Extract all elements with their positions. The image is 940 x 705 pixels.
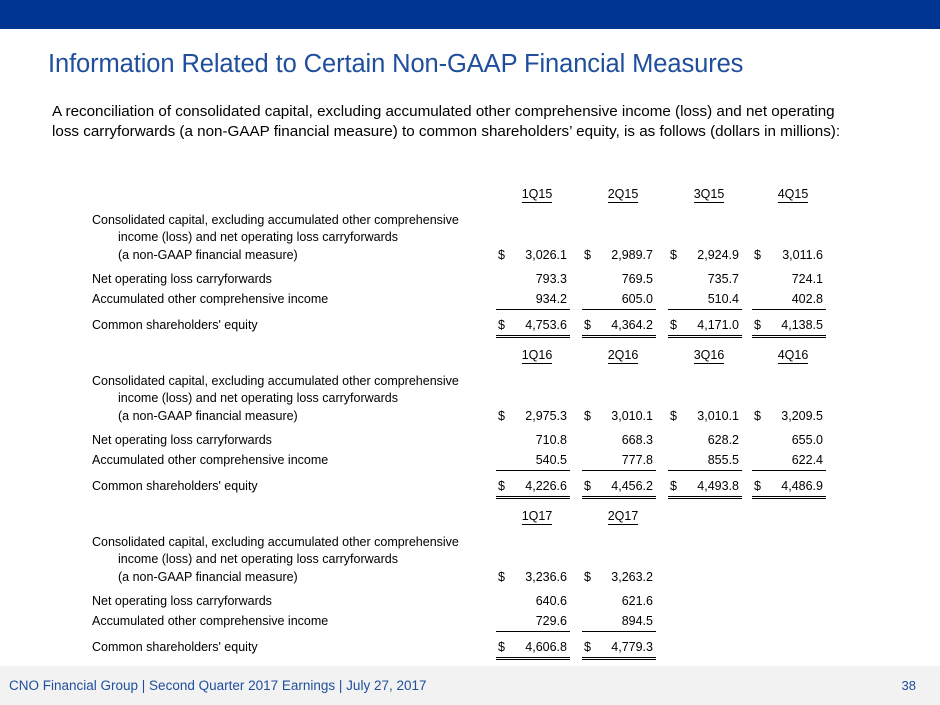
value-cell-capital	[582, 570, 656, 587]
value-cell-capital	[668, 409, 742, 426]
value: 855.5	[707, 453, 739, 467]
value: 934.2	[535, 292, 567, 306]
column-header-label: 4Q16	[777, 348, 809, 362]
value: 668.3	[621, 433, 653, 447]
value: 4,138.5	[781, 318, 823, 332]
value-cell-capital	[496, 248, 570, 265]
currency-symbol: $	[670, 409, 677, 423]
currency-symbol: $	[584, 248, 591, 262]
value: 3,026.1	[525, 248, 567, 262]
column-header-label: 2Q15	[607, 187, 639, 201]
value-cell-capital	[582, 409, 656, 426]
value: 710.8	[535, 433, 567, 447]
value: 622.4	[791, 453, 823, 467]
value: 605.0	[621, 292, 653, 306]
value-cell-aoci	[496, 292, 570, 310]
column-header-label: 2Q17	[607, 509, 639, 523]
column-header	[753, 348, 833, 362]
page-title: Information Related to Certain Non-GAAP Financial Measures	[48, 50, 744, 78]
value-cell-aoci	[668, 453, 742, 471]
currency-symbol: $	[498, 318, 505, 332]
row-label-aoci: Accumulated other comprehensive income	[92, 614, 329, 628]
currency-symbol: $	[670, 248, 677, 262]
value: 3,011.6	[782, 248, 823, 262]
column-header	[669, 348, 749, 362]
value: 621.6	[621, 594, 653, 608]
value: 402.8	[791, 292, 823, 306]
top-banner	[0, 0, 940, 29]
column-header-label: 2Q16	[607, 348, 639, 362]
value-cell-equity	[752, 318, 826, 338]
value-cell-equity	[496, 479, 570, 499]
row-label-capital-cont: income (loss) and net operating loss carryforwards	[118, 391, 398, 405]
value-cell-nol	[496, 272, 570, 289]
value-cell-aoci	[582, 292, 656, 310]
column-header-label: 1Q16	[521, 348, 553, 362]
value: 4,486.9	[781, 479, 823, 493]
row-label-nol: Net operating loss carryforwards	[92, 594, 272, 608]
value: 729.6	[535, 614, 567, 628]
column-header-label: 4Q15	[777, 187, 809, 201]
value: 655.0	[791, 433, 823, 447]
row-label-capital-note: (a non-GAAP financial measure)	[118, 409, 298, 423]
value-cell-equity	[668, 479, 742, 499]
value: 4,753.6	[525, 318, 567, 332]
value: 735.7	[707, 272, 739, 286]
value-cell-aoci	[496, 453, 570, 471]
intro-paragraph	[52, 102, 892, 142]
intro-line-2: loss carryforwards (a non-GAAP financial measure) to common shareholders’ equity, is as follows (dollars in millions):	[52, 123, 841, 140]
value-cell-capital	[582, 248, 656, 265]
row-label-capital: Consolidated capital, excluding accumulated other comprehensive	[92, 213, 459, 227]
column-header	[583, 187, 663, 201]
value-cell-aoci	[496, 614, 570, 632]
value-cell-capital	[752, 409, 826, 426]
value: 724.1	[791, 272, 823, 286]
column-header	[497, 187, 577, 201]
value: 628.2	[707, 433, 739, 447]
value-cell-nol	[668, 272, 742, 289]
row-label-capital-note: (a non-GAAP financial measure)	[118, 248, 298, 262]
value-cell-aoci	[582, 453, 656, 471]
column-header	[669, 187, 749, 201]
value-cell-nol	[582, 594, 656, 611]
column-header	[583, 348, 663, 362]
value-cell-nol	[752, 272, 826, 289]
currency-symbol: $	[498, 640, 505, 654]
value: 793.3	[535, 272, 567, 286]
column-header-label: 1Q17	[521, 509, 553, 523]
value-cell-nol	[668, 433, 742, 450]
value: 540.5	[535, 453, 567, 467]
row-label-capital: Consolidated capital, excluding accumulated other comprehensive	[92, 535, 459, 549]
value: 3,263.2	[611, 570, 653, 584]
value-cell-nol	[582, 272, 656, 289]
value: 894.5	[621, 614, 653, 628]
column-header	[497, 509, 577, 523]
value: 4,364.2	[611, 318, 653, 332]
currency-symbol: $	[584, 479, 591, 493]
value: 4,606.8	[525, 640, 567, 654]
value: 2,924.9	[697, 248, 739, 262]
row-label-capital-cont: income (loss) and net operating loss carryforwards	[118, 230, 398, 244]
value: 4,456.2	[611, 479, 653, 493]
currency-symbol: $	[584, 318, 591, 332]
row-label-capital-cont: income (loss) and net operating loss carryforwards	[118, 552, 398, 566]
page-number: 38	[901, 678, 916, 693]
row-label-capital-note: (a non-GAAP financial measure)	[118, 570, 298, 584]
column-header-label: 3Q15	[693, 187, 725, 201]
row-label-aoci: Accumulated other comprehensive income	[92, 453, 329, 467]
currency-symbol: $	[670, 479, 677, 493]
value-cell-equity	[668, 318, 742, 338]
currency-symbol: $	[670, 318, 677, 332]
value-cell-aoci	[752, 292, 826, 310]
intro-line-1: A reconciliation of consolidated capital, excluding accumulated other comprehensive income (loss) and net operating	[52, 103, 835, 120]
footer	[0, 666, 940, 705]
value-cell-nol	[752, 433, 826, 450]
row-label-aoci: Accumulated other comprehensive income	[92, 292, 329, 306]
currency-symbol: $	[584, 640, 591, 654]
value-cell-capital	[752, 248, 826, 265]
value-cell-capital	[496, 409, 570, 426]
currency-symbol: $	[754, 479, 761, 493]
value-cell-equity	[496, 640, 570, 660]
column-header	[753, 187, 833, 201]
value-cell-nol	[496, 594, 570, 611]
value: 640.6	[535, 594, 567, 608]
column-header	[583, 509, 663, 523]
currency-symbol: $	[754, 318, 761, 332]
value-cell-aoci	[752, 453, 826, 471]
row-label-nol: Net operating loss carryforwards	[92, 272, 272, 286]
column-header-label: 3Q16	[693, 348, 725, 362]
row-label-equity: Common shareholders' equity	[92, 318, 258, 332]
column-header-label: 1Q15	[521, 187, 553, 201]
value-cell-equity	[582, 479, 656, 499]
value-cell-equity	[496, 318, 570, 338]
value-cell-equity	[582, 640, 656, 660]
currency-symbol: $	[754, 409, 761, 423]
value: 4,226.6	[525, 479, 567, 493]
currency-symbol: $	[754, 248, 761, 262]
row-label-nol: Net operating loss carryforwards	[92, 433, 272, 447]
value: 2,989.7	[611, 248, 653, 262]
column-header	[497, 348, 577, 362]
value: 4,779.3	[611, 640, 653, 654]
currency-symbol: $	[584, 409, 591, 423]
row-label-equity: Common shareholders' equity	[92, 640, 258, 654]
value-cell-nol	[496, 433, 570, 450]
value: 3,010.1	[697, 409, 739, 423]
value-cell-aoci	[582, 614, 656, 632]
value: 4,171.0	[697, 318, 739, 332]
value: 3,236.6	[525, 570, 567, 584]
value-cell-equity	[752, 479, 826, 499]
value-cell-aoci	[668, 292, 742, 310]
currency-symbol: $	[498, 409, 505, 423]
value: 4,493.8	[697, 479, 739, 493]
value: 777.8	[621, 453, 653, 467]
value: 3,010.1	[611, 409, 653, 423]
currency-symbol: $	[498, 479, 505, 493]
value-cell-capital	[496, 570, 570, 587]
row-label-capital: Consolidated capital, excluding accumulated other comprehensive	[92, 374, 459, 388]
value-cell-equity	[582, 318, 656, 338]
value-cell-capital	[668, 248, 742, 265]
currency-symbol: $	[584, 570, 591, 584]
value-cell-nol	[582, 433, 656, 450]
value: 3,209.5	[781, 409, 823, 423]
row-label-equity: Common shareholders' equity	[92, 479, 258, 493]
value: 2,975.3	[525, 409, 567, 423]
value: 769.5	[621, 272, 653, 286]
footer-text: CNO Financial Group | Second Quarter 2017 Earnings | July 27, 2017	[9, 678, 427, 693]
currency-symbol: $	[498, 248, 505, 262]
value: 510.4	[707, 292, 739, 306]
currency-symbol: $	[498, 570, 505, 584]
